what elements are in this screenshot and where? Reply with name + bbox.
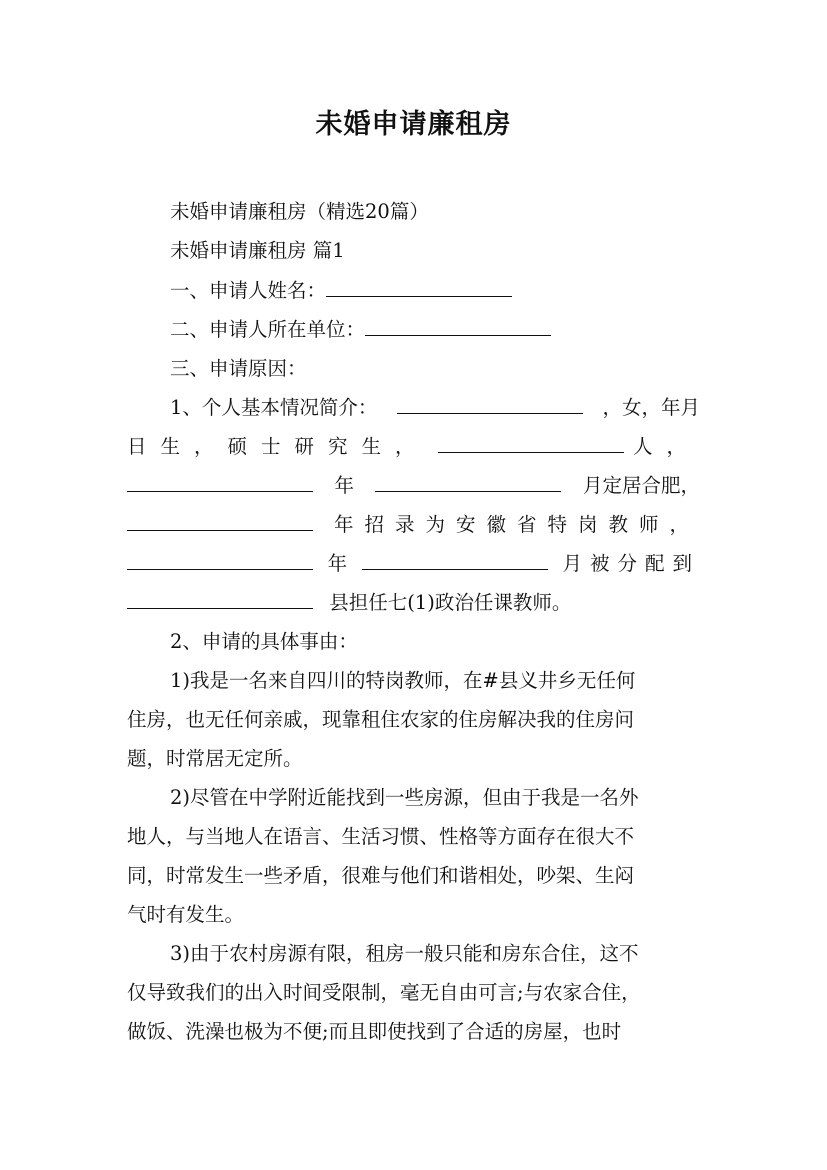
document-title: 未婚申请廉租房: [315, 109, 512, 140]
paragraph-line: 2)尽管在中学附近能找到一些房源，但由于我是一名外: [170, 786, 639, 809]
applicant-name-blank[interactable]: [326, 278, 512, 297]
paragraph-line: 仅导致我们的出入时间受限制，毫无自由可言;与农家合住，: [127, 981, 641, 1004]
assign-year-text: 年: [327, 552, 348, 575]
applicant-unit-blank[interactable]: [365, 317, 551, 336]
paragraph-line: 同，时常发生一些矛盾，很难与他们和谐相处，吵架、生闷: [127, 864, 635, 887]
applicant-name-label: 一、申请人姓名：: [170, 279, 327, 302]
basic-info-line-5: [127, 551, 700, 577]
native-text: 人，: [632, 435, 700, 458]
assign-text: 月被分配到: [562, 552, 700, 575]
subtitle-line: 未婚申请廉租房（精选20篇）: [170, 200, 429, 223]
settle-year-text: 年: [334, 474, 354, 497]
paragraph-line: 住房，也无任何亲戚，现靠租住农家的住房解决我的住房问: [127, 708, 635, 731]
basic-info-line-6: [127, 590, 700, 616]
applicant-name-line: [170, 278, 700, 304]
hometown-blank[interactable]: [438, 434, 624, 453]
basic-info-line-2: [127, 434, 700, 460]
basic-info-line-4: [127, 512, 700, 538]
paragraph-line: 题，时常居无定所。: [127, 747, 303, 770]
basic-info-line-1: [170, 395, 700, 421]
settle-month-blank[interactable]: [375, 473, 561, 492]
reason-detail-heading: 2、申请的具体事由：: [170, 630, 358, 653]
section-heading: 未婚申请廉租房 篇1: [170, 239, 345, 262]
reason-heading: 三、申请原因：: [170, 357, 307, 380]
paragraph-line: 3)由于农村房源有限，租房一般只能和房东合住，这不: [170, 942, 639, 965]
paragraph-line: 气时有发生。: [127, 903, 245, 926]
assign-month-blank[interactable]: [362, 551, 548, 570]
basic-info-gender-text: ，女，年月: [602, 396, 700, 419]
basic-info-name-blank[interactable]: [397, 395, 583, 414]
paragraph-line: 做饭、洗澡也极为不便;而且即使找到了合适的房屋，也时: [127, 1020, 622, 1043]
basic-info-label: 1、个人基本情况简介：: [170, 396, 378, 419]
assign-year-blank[interactable]: [127, 551, 313, 570]
paragraph-line: 1)我是一名来自四川的特岗教师，在#县义井乡无任何: [170, 669, 636, 692]
county-blank[interactable]: [127, 590, 313, 609]
basic-info-line-3: [127, 473, 700, 499]
settle-text: 月定居合肥，: [582, 474, 700, 497]
county-text: 县担任七(1)政治任课教师。: [329, 591, 572, 614]
settle-year-blank[interactable]: [127, 473, 313, 492]
paragraph-line: 地人，与当地人在语言、生活习惯、性格等方面存在很大不: [127, 825, 635, 848]
recruit-year-blank[interactable]: [127, 512, 313, 531]
applicant-unit-label: 二、申请人所在单位：: [170, 318, 366, 341]
applicant-unit-line: [170, 317, 700, 343]
recruit-text: 年招录为安徽省特岗教师，: [333, 513, 700, 536]
degree-text: 日生，硕士研究生，: [127, 435, 429, 458]
